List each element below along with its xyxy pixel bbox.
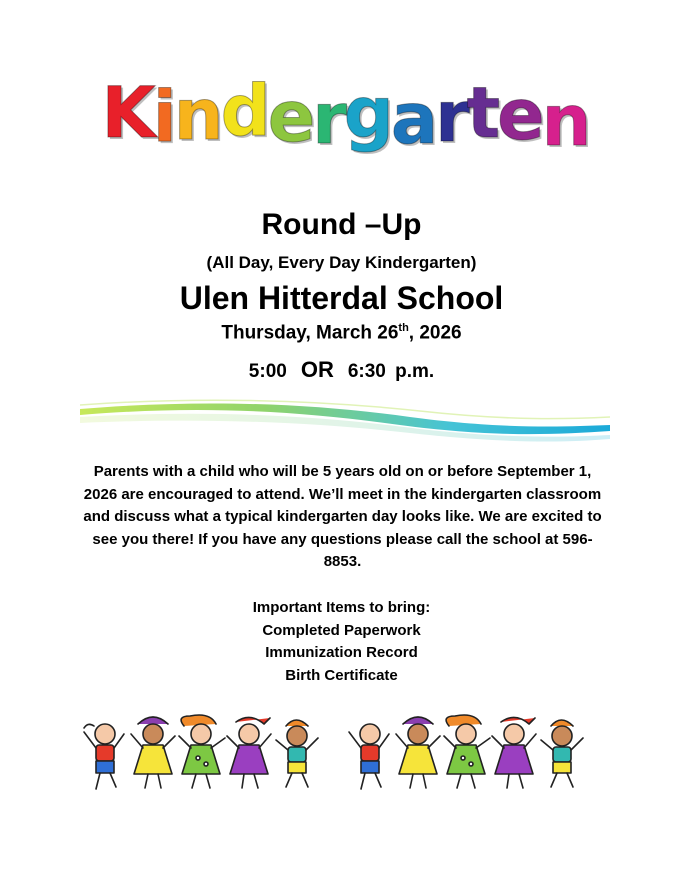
date-prefix: Thursday, March 26 — [221, 322, 399, 344]
event-times — [0, 357, 683, 383]
logo-letter: t — [466, 72, 498, 154]
event-title: Round –Up — [261, 208, 422, 241]
event-subtitle: (All Day, Every Day Kindergarten) — [206, 253, 477, 272]
details-paragraph: Parents with a child who will be 5 years old on or before September 1, 2026 are encouraged to attend. We’ll meet in the kindergarten classroom and discuss what a typical kindergarten day looks like. We are excited to see you there! If you have any questions please call the school at 596-8853. — [83, 463, 602, 570]
rainbow-wave-divider — [80, 395, 610, 445]
kid-figure — [84, 724, 124, 789]
kid-figure — [396, 717, 440, 788]
date-suffix: th — [398, 322, 409, 334]
kid-figure — [492, 717, 536, 788]
kindergarten-logo-text — [101, 70, 589, 198]
items-list — [0, 597, 683, 687]
time-first: 5:00 — [248, 361, 287, 382]
event-date — [0, 322, 683, 344]
kid-figure — [276, 720, 318, 787]
or-label: OR — [300, 357, 334, 382]
kid-figure — [227, 717, 271, 788]
logo-letter: e — [497, 74, 542, 156]
logo-letter: r — [312, 78, 344, 160]
logo-letter: a — [390, 78, 436, 160]
logo-letter: n — [173, 74, 221, 156]
date-year: , 2026 — [408, 322, 462, 344]
logo-letter: i — [152, 76, 174, 158]
logo-letter: d — [220, 70, 268, 152]
time-second: 6:30 p.m. — [347, 361, 435, 382]
item-immunization: Immunization Record — [265, 644, 418, 661]
kid-figure — [444, 715, 490, 788]
kindergarten-logo — [101, 70, 589, 198]
kid-figure — [541, 720, 583, 787]
dancing-kids-illustration — [80, 712, 610, 797]
logo-letter: g — [343, 72, 391, 154]
kid-figure — [131, 717, 175, 788]
kid-figure — [179, 715, 225, 788]
logo-letter: K — [101, 72, 153, 154]
kid-figure — [349, 724, 389, 789]
logo-letter: n — [541, 80, 589, 162]
logo-letter: r — [435, 76, 467, 158]
item-paperwork: Completed Paperwork — [262, 621, 421, 639]
logo-letter: e — [267, 76, 313, 158]
school-name: Ulen Hitterdal School — [179, 280, 504, 316]
item-birth-certificate: Birth Certificate — [285, 666, 398, 684]
items-heading: Important Items to bring: — [252, 599, 431, 616]
